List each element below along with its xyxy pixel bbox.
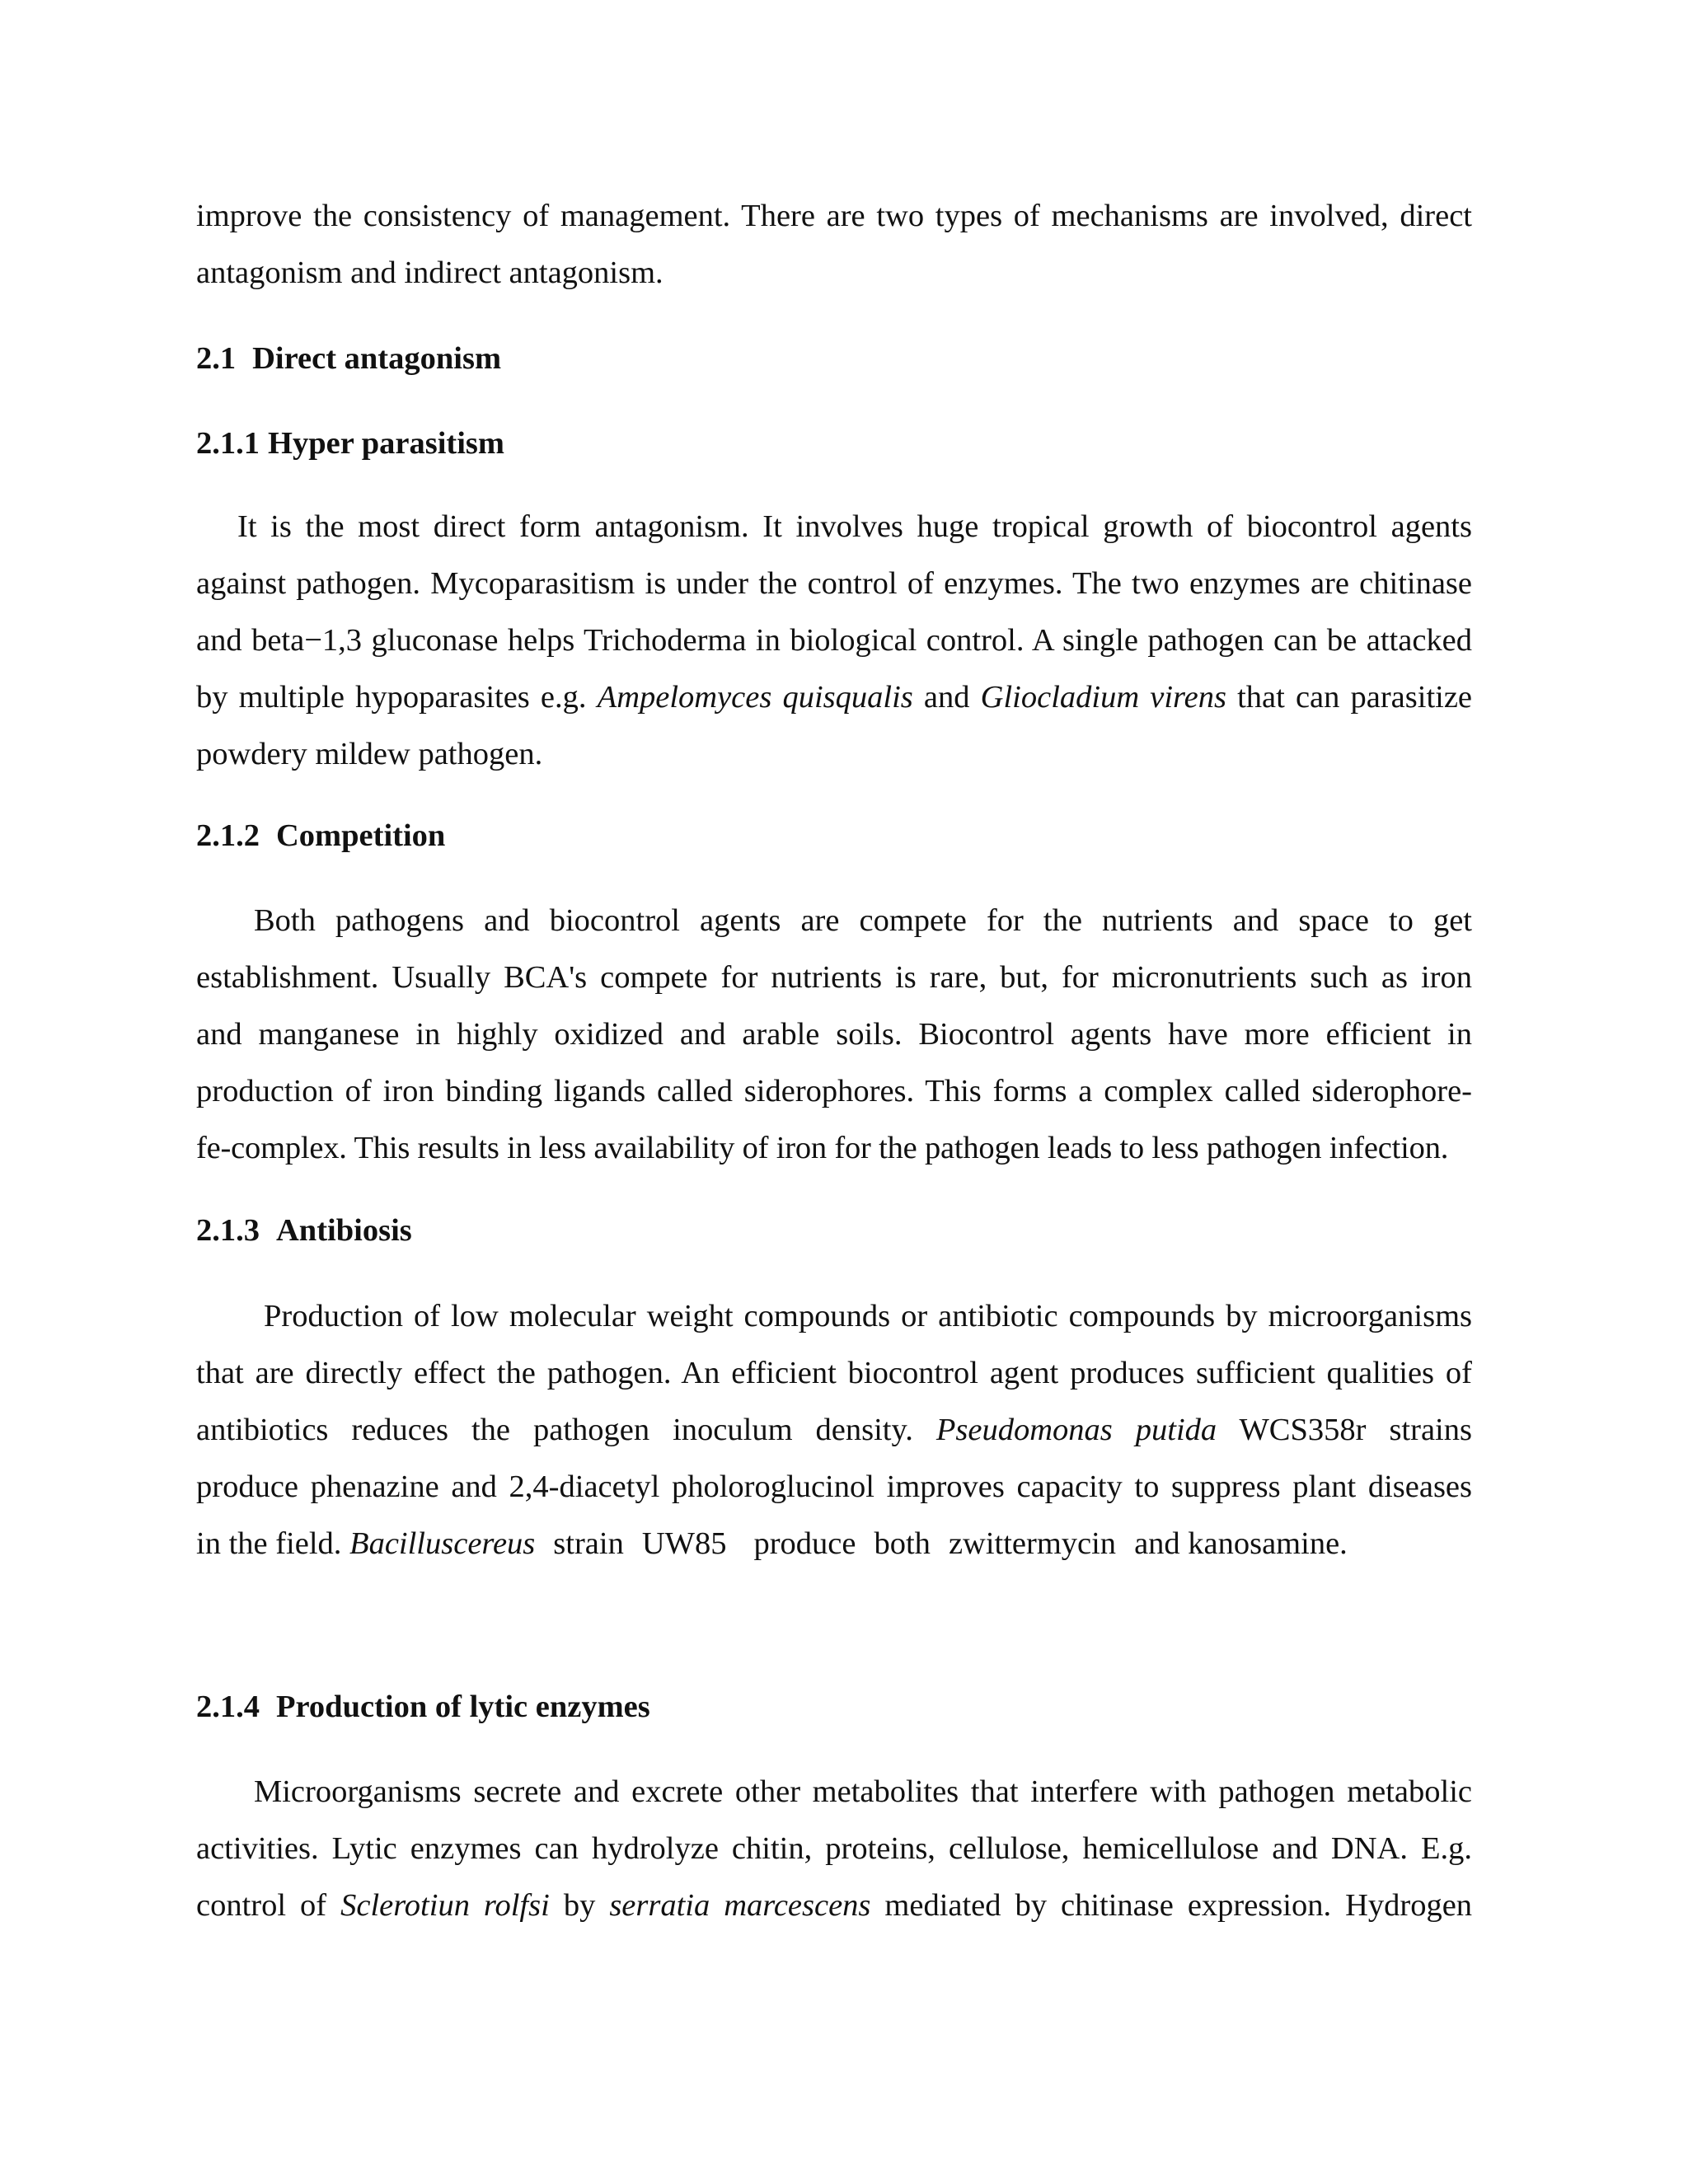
text-run: and kanosamine. <box>1134 1526 1348 1561</box>
text-line <box>196 669 1472 726</box>
text-line: against pathogen. Mycoparasitism is under the control of enzymes. The two enzymes are chitinase <box>196 566 1472 601</box>
text-line: It is the most direct form antagonism. It involves huge tropical growth of biocontrol agents <box>237 509 1472 544</box>
section-title: Hyper parasitism <box>268 426 504 461</box>
text-line: Both pathogens and biocontrol agents are compete for the nutrients and space to get <box>254 903 1472 938</box>
section-number: 2.1.4 <box>196 1690 260 1724</box>
text-line: activities. Lytic enzymes can hydrolyze chitin, proteins, cellulose, hemicellulose and DNA. E.g. <box>196 1831 1472 1866</box>
heading-direct-antagonism <box>196 340 1472 377</box>
text-line <box>196 1516 1472 1572</box>
section-number: 2.1.2 <box>196 818 260 853</box>
text-line: antagonism and indirect antagonism. <box>196 255 663 290</box>
text-run: strain <box>553 1526 624 1561</box>
section-number: 2.1 <box>196 341 237 376</box>
text-run: zwittermycin <box>948 1526 1117 1561</box>
text-line: improve the consistency of management. There are two types of mechanisms are involved, direct <box>196 199 1472 233</box>
text-run: by multiple hypoparasites e.g. <box>196 680 587 715</box>
hyper-parasitism-paragraph <box>196 499 1472 783</box>
intro-paragraph <box>196 188 1472 302</box>
species-name: Sclerotiun rolfsi <box>340 1888 550 1923</box>
text-line <box>196 1402 1472 1459</box>
section-number: 2.1.3 <box>196 1213 260 1248</box>
text-line: that are directly effect the pathogen. An efficient biocontrol agent produces sufficient qualities of <box>196 1356 1472 1390</box>
text-line <box>196 1877 1472 1934</box>
text-run: mediated by chitinase expression. Hydrogen <box>884 1888 1473 1923</box>
text-run: antibiotics reduces the pathogen inoculum density. <box>196 1413 913 1447</box>
text-line: produce phenazine and 2,4-diacetyl pholoroglucinol improves capacity to suppress plant diseases <box>196 1469 1472 1504</box>
text-line: fe-complex. This results in less availability of iron for the pathogen leads to less pathogen infection. <box>196 1131 1449 1165</box>
text-line: production of iron binding ligands called siderophores. This forms a complex called siderophore- <box>196 1074 1472 1108</box>
section-title: Antibiosis <box>276 1213 412 1248</box>
species-name: serratia marcescens <box>609 1888 871 1923</box>
text-run: both <box>874 1526 931 1561</box>
text-run: UW85 <box>641 1526 727 1561</box>
text-run: and <box>923 680 970 715</box>
text-line: Microorganisms secrete and excrete other metabolites that interfere with pathogen metabolic <box>254 1774 1472 1809</box>
heading-antibiosis <box>196 1212 1472 1249</box>
text-line: establishment. Usually BCA's compete for nutrients is rare, but, for micronutrients such as iron <box>196 960 1472 995</box>
species-name: Gliocladium virens <box>980 680 1226 715</box>
text-run: produce <box>753 1526 856 1561</box>
section-number: 2.1.1 <box>196 426 260 461</box>
text-line: and manganese in highly oxidized and arable soils. Biocontrol agents have more efficient in <box>196 1017 1472 1052</box>
lytic-enzymes-paragraph <box>196 1764 1472 1934</box>
text-line: Production of low molecular weight compounds or antibiotic compounds by microorganisms <box>264 1299 1472 1333</box>
heading-competition <box>196 817 1472 855</box>
section-title: Competition <box>276 818 446 853</box>
text-line: powdery mildew pathogen. <box>196 737 543 771</box>
text-run: WCS358r strains <box>1239 1413 1472 1447</box>
species-name: Ampelomyces quisqualis <box>597 680 913 715</box>
antibiosis-paragraph <box>196 1288 1472 1572</box>
section-title: Production of lytic enzymes <box>276 1690 650 1724</box>
species-name: Pseudomonas putida <box>935 1413 1217 1447</box>
text-run: control of <box>196 1888 327 1923</box>
heading-hyper-parasitism <box>196 424 1472 462</box>
text-line: and beta−1,3 gluconase helps Trichoderma in biological control. A single pathogen can be attacked <box>196 623 1472 658</box>
section-title: Direct antagonism <box>252 341 502 376</box>
heading-lytic-enzymes <box>196 1688 1472 1726</box>
text-run: that can parasitize <box>1237 680 1473 715</box>
text-run: by <box>563 1888 596 1923</box>
text-run: in the field. <box>196 1526 342 1561</box>
species-name: Bacilluscereus <box>349 1526 536 1561</box>
competition-paragraph <box>196 893 1472 1177</box>
